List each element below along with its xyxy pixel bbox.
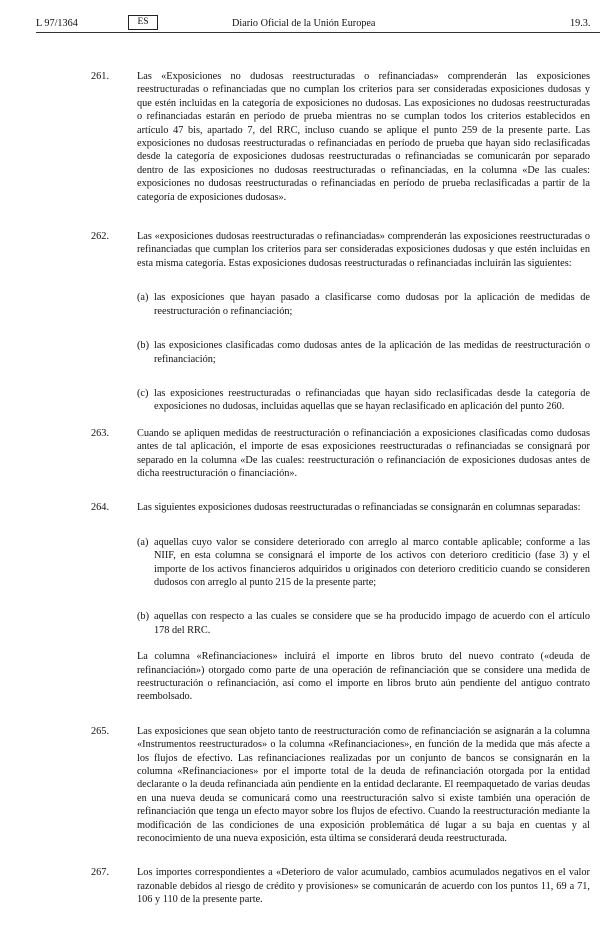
list-item-label: (c) (137, 387, 149, 399)
language-badge: ES (128, 15, 158, 30)
list-item-label: (a) (137, 536, 149, 548)
list-item (0, 387, 600, 414)
list-item (0, 339, 600, 366)
paragraph-number: 264. (91, 502, 110, 514)
paragraph-text: Cuando se apliquen medidas de reestructuración o refinanciación a exposiciones clasificadas como dudosas antes de tal aplicación, el importe de esas exposiciones reestructuradas o refinanciadas se consignará por separado en la columna «De las cuales: reestructuración o refinanciación de exposiciones dudosas antes de dicha reestructuración o financiación». (137, 427, 590, 479)
paragraph-number: 265. (91, 725, 110, 737)
journal-title: Diario Oficial de la Unión Europea (232, 18, 376, 29)
paragraph-264 (0, 501, 600, 514)
paragraph-number: 262. (91, 231, 110, 243)
list-item (0, 536, 600, 590)
paragraph-text: Las «Exposiciones no dudosas reestructuradas o refinanciadas» comprenderán las exposiciones reestructuradas o refinanciadas que no cumplan los criterios para ser consideradas exposiciones dudosas y que estén incluidas en la categoría de exposiciones no dudosas. Las exposiciones no dudosas reestructuradas o refinanciadas estarán en período de prueba mientras no se cumplan todos los criterios establecidos en artículo 47 bis, apartado 7, del RRC, incluso cuando se aplique el punto 259 de la presente parte. Las exposiciones no dudosas reestructuradas o refinanciadas en período de prueba que hayan sido reclasificadas desde la categoría de exposiciones dudosas reestructuradas o refinanciadas se comunicarán por separado dentro de las exposiciones no dudosas reestructuradas o refinanciadas, en la columna «De las cuales: exposiciones no dudosas reestructuradas o refinanciadas en período de prueba reclasificadas a partir de la categoría de exposiciones dudosas». (137, 71, 590, 203)
list-item-text: aquellas cuyo valor se considere deteriorado con arreglo al marco contable aplicable; conforme a las NIIF, en esta columna se consignará el importe de los activos con deterioro crediticio (fase 3) y el importe de los activos financieros adquiridos u originados con deterioro crediticio cuando se consideren dudosos con arreglo al punto 215 de la presente parte; (154, 536, 590, 588)
paragraph-265 (0, 725, 600, 846)
paragraph-text: Las siguientes exposiciones dudosas reestructuradas o refinanciadas se consignarán en columnas separadas: (137, 502, 581, 514)
journal-reference: L 97/1364 (36, 18, 78, 29)
paragraph-263 (0, 427, 600, 481)
list-item-text: las exposiciones reestructuradas o refinanciadas que hayan sido reclasificadas desde la categoría de exposiciones no dudosas, incluidas aquellas que se hayan reclasificado en aplicación del punto 260. (154, 387, 590, 413)
paragraph-text: La columna «Refinanciaciones» incluirá el importe en libros bruto del nuevo contrato («deuda de refinanciación») otorgado como parte de una operación de refinanciación que se considere una medida de reestructuración o refinanciación, así como el importe en libros bruto aún pendiente del antiguo contrato reembolsado. (137, 651, 590, 703)
paragraph-number: 267. (91, 867, 110, 879)
paragraph-number: 261. (91, 71, 110, 82)
paragraph-262 (0, 230, 600, 270)
document-body (0, 70, 600, 907)
list-item (0, 291, 600, 318)
paragraph-261 (0, 70, 600, 204)
publication-date: 19.3. (570, 18, 591, 29)
list-item-text: las exposiciones clasificadas como dudosas antes de la aplicación de las medidas de reestructuración o refinanciación; (154, 340, 590, 365)
paragraph-number: 263. (91, 427, 110, 439)
list-item-text: aquellas con respecto a las cuales se considere que se ha producido impago de acuerdo con el artículo 178 del RRC. (154, 611, 590, 636)
list-item-label: (b) (137, 611, 150, 623)
list-item-label: (b) (137, 340, 150, 352)
paragraph-text: Las exposiciones que sean objeto tanto de reestructuración como de refinanciación se asignarán a la columna «Instrumentos reestructurados» o la columna «Refinanciaciones», en función de la medida que más afecte a los flujos de efectivo. Las refinanciaciones realizadas por un conjunto de bancos se consignarán en la columna «Refinanciaciones» por el importe total de la deuda de refinanciación otorgada por la entidad declarante o la deuda refinanciada aún pendiente en la entidad declarante. El reempaquetado de varias deudas en una nueva deuda se comunicará como una reestructuración salvo si existe también una operación de refinanciación que tenga un efecto mayor sobre los flujos de efectivo. Cuando la reestructuración mediante la modificación de las condiciones de una exposición problemática dé lugar a su baja en cuentas y al reconocimiento de una nueva exposición, esta última se considerará deuda reestructurada. (137, 725, 590, 845)
paragraph-text: Los importes correspondientes a «Deterioro de valor acumulado, cambios acumulados negativos en el valor razonable debidos al riesgo de crédito y provisiones» se comunicarán de acuerdo con los puntos 11, 69 a 71, 106 y 110 de la presente parte. (137, 867, 590, 906)
list-item (0, 610, 600, 637)
list-item-text: las exposiciones que hayan pasado a clasificarse como dudosas por la aplicación de medidas de reestructuración o refinanciación; (154, 292, 590, 317)
header-rule (36, 32, 600, 33)
paragraph-267 (0, 866, 600, 906)
list-item-label: (a) (137, 292, 149, 304)
paragraph-text: Las «exposiciones dudosas reestructuradas o refinanciadas» comprenderán las exposiciones reestructuradas o refinanciadas que cumplan los criterios para ser consideradas exposiciones dudosas y que estén incluidas en esta misma categoría. Estas exposiciones dudosas reestructuradas o refinanciadas incluirán las siguientes: (137, 231, 590, 269)
